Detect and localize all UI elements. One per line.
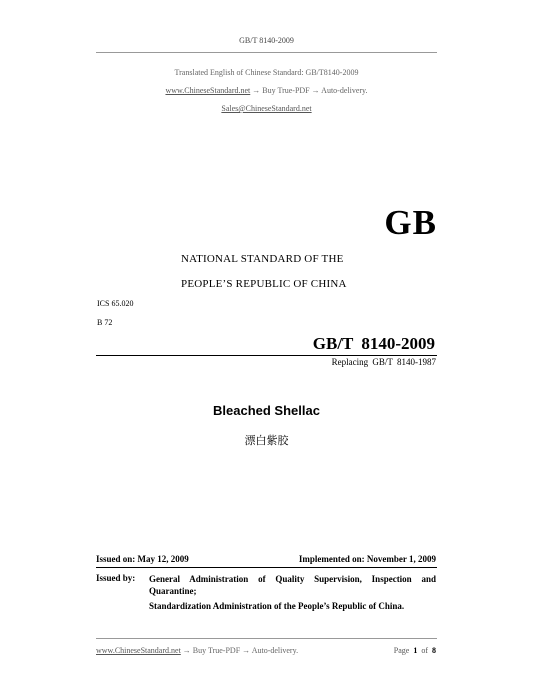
national-standard-line2: PEOPLE’S REPUBLIC OF CHINA [181, 278, 347, 290]
sales-email-link[interactable]: Sales@ChineseStandard.net [221, 104, 312, 113]
page-current: 1 [413, 646, 418, 655]
ccs-code: B 72 [97, 318, 113, 327]
standard-number: GB/T 8140-2009 [312, 334, 435, 353]
running-header-code: GB/T 8140-2009 [239, 36, 294, 45]
footer-purchase-text: → Buy True-PDF → Auto-delivery. [182, 646, 299, 655]
ics-code: ICS 65.020 [97, 299, 134, 308]
issued-on-date: Issued on: May 12, 2009 [96, 554, 189, 564]
footer-divider [96, 638, 437, 639]
title-english: Bleached Shellac [213, 403, 320, 418]
page-total: 8 [432, 646, 436, 655]
purchase-line [0, 86, 533, 95]
page-label: Page [393, 646, 410, 655]
header-divider [96, 52, 437, 53]
national-standard-line1: NATIONAL STANDARD OF THE [181, 253, 344, 265]
translation-notice: Translated English of Chinese Standard: GB/T8140-2009 [174, 68, 359, 77]
gb-mark: GB [384, 203, 437, 242]
issued-by-label: Issued by: [96, 573, 136, 583]
dates-rule [96, 567, 437, 568]
email-line [0, 104, 533, 113]
footer-website-link[interactable]: www.ChineseStandard.net [96, 646, 181, 655]
implemented-on-date: Implemented on: November 1, 2009 [298, 554, 436, 564]
replacing-note: Replacing GB/T 8140-1987 [331, 357, 436, 367]
purchase-text: → Buy True-PDF → Auto-delivery. [252, 86, 368, 95]
issuer-sac: Standardization Administration of the People’s Republic of China. [149, 601, 405, 611]
issuer-aqsiq: General Administration of Quality Supervision, Inspection and Quarantine; [149, 574, 436, 596]
page-of: of [421, 646, 428, 655]
standard-number-rule [96, 355, 437, 356]
page-indicator [394, 646, 436, 655]
website-link[interactable]: www.ChineseStandard.net [165, 86, 251, 95]
title-chinese: 漂白紫胶 [244, 434, 289, 447]
footer-purchase-line [96, 646, 298, 655]
